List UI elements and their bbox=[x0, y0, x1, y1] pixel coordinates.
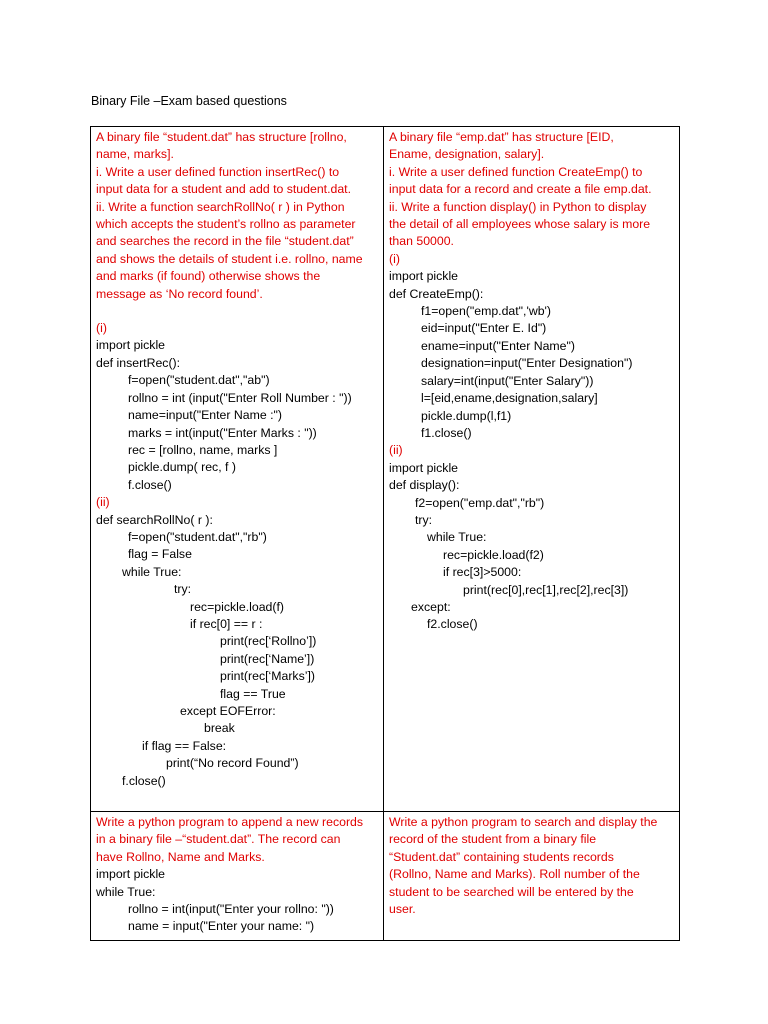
code-line: while True: bbox=[96, 884, 156, 899]
code-block bbox=[389, 268, 675, 442]
code-line: rollno = int(input("Enter your rollno: ")) bbox=[128, 902, 334, 917]
code-line: break bbox=[204, 721, 235, 736]
question-line: message as ‘No record found’. bbox=[96, 286, 263, 301]
code-line: pickle.dump(l,f1) bbox=[421, 408, 512, 423]
code-line: try: bbox=[174, 582, 192, 597]
code-line: import pickle bbox=[96, 867, 166, 882]
part-label: (i) bbox=[389, 251, 400, 266]
question-line: and marks (if found) otherwise shows the bbox=[96, 269, 321, 284]
code-line: f.close() bbox=[128, 477, 172, 492]
code-line: print(rec[0],rec[1],rec[2],rec[3]) bbox=[463, 582, 629, 597]
question-line: input data for a student and add to student.dat. bbox=[96, 182, 352, 197]
code-line: salary=int(input("Enter Salary")) bbox=[421, 373, 594, 388]
question-cell-student-dat bbox=[91, 127, 384, 812]
code-line: def CreateEmp(): bbox=[389, 286, 484, 301]
code-line: def insertRec(): bbox=[96, 355, 181, 370]
question-cell-search-student bbox=[384, 812, 680, 941]
question-text bbox=[96, 814, 379, 866]
question-cell-emp-dat bbox=[384, 127, 680, 812]
code-line: name=input("Enter Name :") bbox=[128, 408, 282, 423]
code-line: pickle.dump( rec, f ) bbox=[128, 460, 236, 475]
question-line: than 50000. bbox=[389, 234, 454, 249]
code-line: f=open("student.dat","rb") bbox=[128, 529, 267, 544]
code-block bbox=[96, 337, 379, 494]
question-line: Write a python program to search and display the bbox=[389, 815, 658, 830]
question-line: and shows the details of student i.e. rollno, name bbox=[96, 251, 363, 266]
code-line: eid=input("Enter E. Id") bbox=[421, 321, 547, 336]
question-line: “Student.dat” containing students records bbox=[389, 849, 614, 864]
question-line: i. Write a user defined function CreateEmp() to bbox=[389, 164, 643, 179]
code-line: marks = int(input("Enter Marks : ")) bbox=[128, 425, 317, 440]
code-line: f1.close() bbox=[421, 425, 472, 440]
code-line: rollno = int (input("Enter Roll Number : ")) bbox=[128, 390, 352, 405]
code-line: import pickle bbox=[96, 338, 166, 353]
code-line: flag = False bbox=[128, 547, 192, 562]
code-line: f1=open("emp.dat",'wb') bbox=[421, 304, 551, 319]
code-line: if rec[0] == r : bbox=[190, 616, 263, 631]
part-label: (ii) bbox=[389, 443, 403, 458]
question-line: in a binary file –“student.dat”. The record can bbox=[96, 832, 341, 847]
code-block bbox=[96, 866, 379, 936]
code-line: except: bbox=[411, 599, 451, 614]
code-line: ename=input("Enter Name") bbox=[421, 338, 575, 353]
code-line: print(rec[‘Rollno’]) bbox=[220, 634, 317, 649]
code-block bbox=[96, 512, 379, 791]
question-line: ii. Write a function searchRollNo( r ) in Python bbox=[96, 199, 345, 214]
page-title: Binary File –Exam based questions bbox=[91, 94, 287, 108]
code-line: print(rec[‘Name’]) bbox=[220, 651, 315, 666]
question-line: i. Write a user defined function insertRec() to bbox=[96, 164, 340, 179]
question-line: have Rollno, Name and Marks. bbox=[96, 849, 265, 864]
question-cell-append-records bbox=[91, 812, 384, 941]
code-line: import pickle bbox=[389, 460, 459, 475]
code-line: f2=open("emp.dat","rb") bbox=[415, 495, 545, 510]
question-line: the detail of all employees whose salary is more bbox=[389, 217, 651, 232]
question-text bbox=[389, 814, 675, 918]
code-line: except EOFError: bbox=[180, 704, 276, 718]
code-line: f2.close() bbox=[427, 617, 478, 632]
code-line: while True: bbox=[122, 564, 182, 579]
code-line: rec = [rollno, name, marks ] bbox=[128, 442, 278, 457]
question-line: record of the student from a binary file bbox=[389, 832, 597, 847]
code-line: flag == True bbox=[220, 686, 286, 701]
question-line: A binary file “student.dat” has structure [rollno, bbox=[96, 130, 347, 144]
part-label: (ii) bbox=[96, 495, 110, 510]
code-line: name = input("Enter your name: ") bbox=[128, 919, 315, 934]
code-line: if flag == False: bbox=[142, 738, 227, 753]
question-line: and searches the record in the file “student.dat” bbox=[96, 234, 354, 249]
question-line: A binary file “emp.dat” has structure [EID, bbox=[389, 130, 614, 144]
table-row bbox=[91, 812, 680, 941]
question-line: name, marks]. bbox=[96, 147, 174, 162]
code-line: import pickle bbox=[389, 269, 459, 284]
question-text bbox=[389, 129, 675, 251]
question-line: input data for a record and create a file emp.dat. bbox=[389, 182, 652, 197]
code-line: f.close() bbox=[122, 773, 166, 788]
code-line: rec=pickle.load(f2) bbox=[443, 547, 544, 562]
question-line: ii. Write a function display() in Python to display bbox=[389, 199, 647, 214]
code-block bbox=[389, 460, 675, 634]
code-line: designation=input("Enter Designation") bbox=[421, 356, 633, 371]
code-line: rec=pickle.load(f) bbox=[190, 599, 284, 614]
question-line: student to be searched will be entered by the bbox=[389, 884, 634, 899]
question-text bbox=[96, 129, 379, 303]
question-line: user. bbox=[389, 902, 416, 917]
code-line: if rec[3]>5000: bbox=[443, 565, 522, 580]
part-label: (i) bbox=[96, 321, 107, 336]
questions-table bbox=[90, 126, 680, 941]
question-line: Write a python program to append a new records bbox=[96, 815, 364, 830]
question-line: Ename, designation, salary]. bbox=[389, 147, 545, 162]
question-line: which accepts the student’s rollno as parameter bbox=[96, 217, 356, 232]
code-line: try: bbox=[415, 512, 433, 527]
code-line: print(rec[‘Marks’]) bbox=[220, 669, 315, 684]
code-line: l=[eid,ename,designation,salary] bbox=[421, 391, 598, 406]
question-line: (Rollno, Name and Marks). Roll number of the bbox=[389, 867, 640, 882]
table-row bbox=[91, 127, 680, 812]
code-line: print(“No record Found”) bbox=[166, 756, 299, 771]
code-line: def display(): bbox=[389, 478, 460, 493]
code-line: f=open("student.dat","ab") bbox=[128, 373, 270, 388]
code-line: def searchRollNo( r ): bbox=[96, 512, 213, 527]
code-line: while True: bbox=[427, 530, 487, 545]
